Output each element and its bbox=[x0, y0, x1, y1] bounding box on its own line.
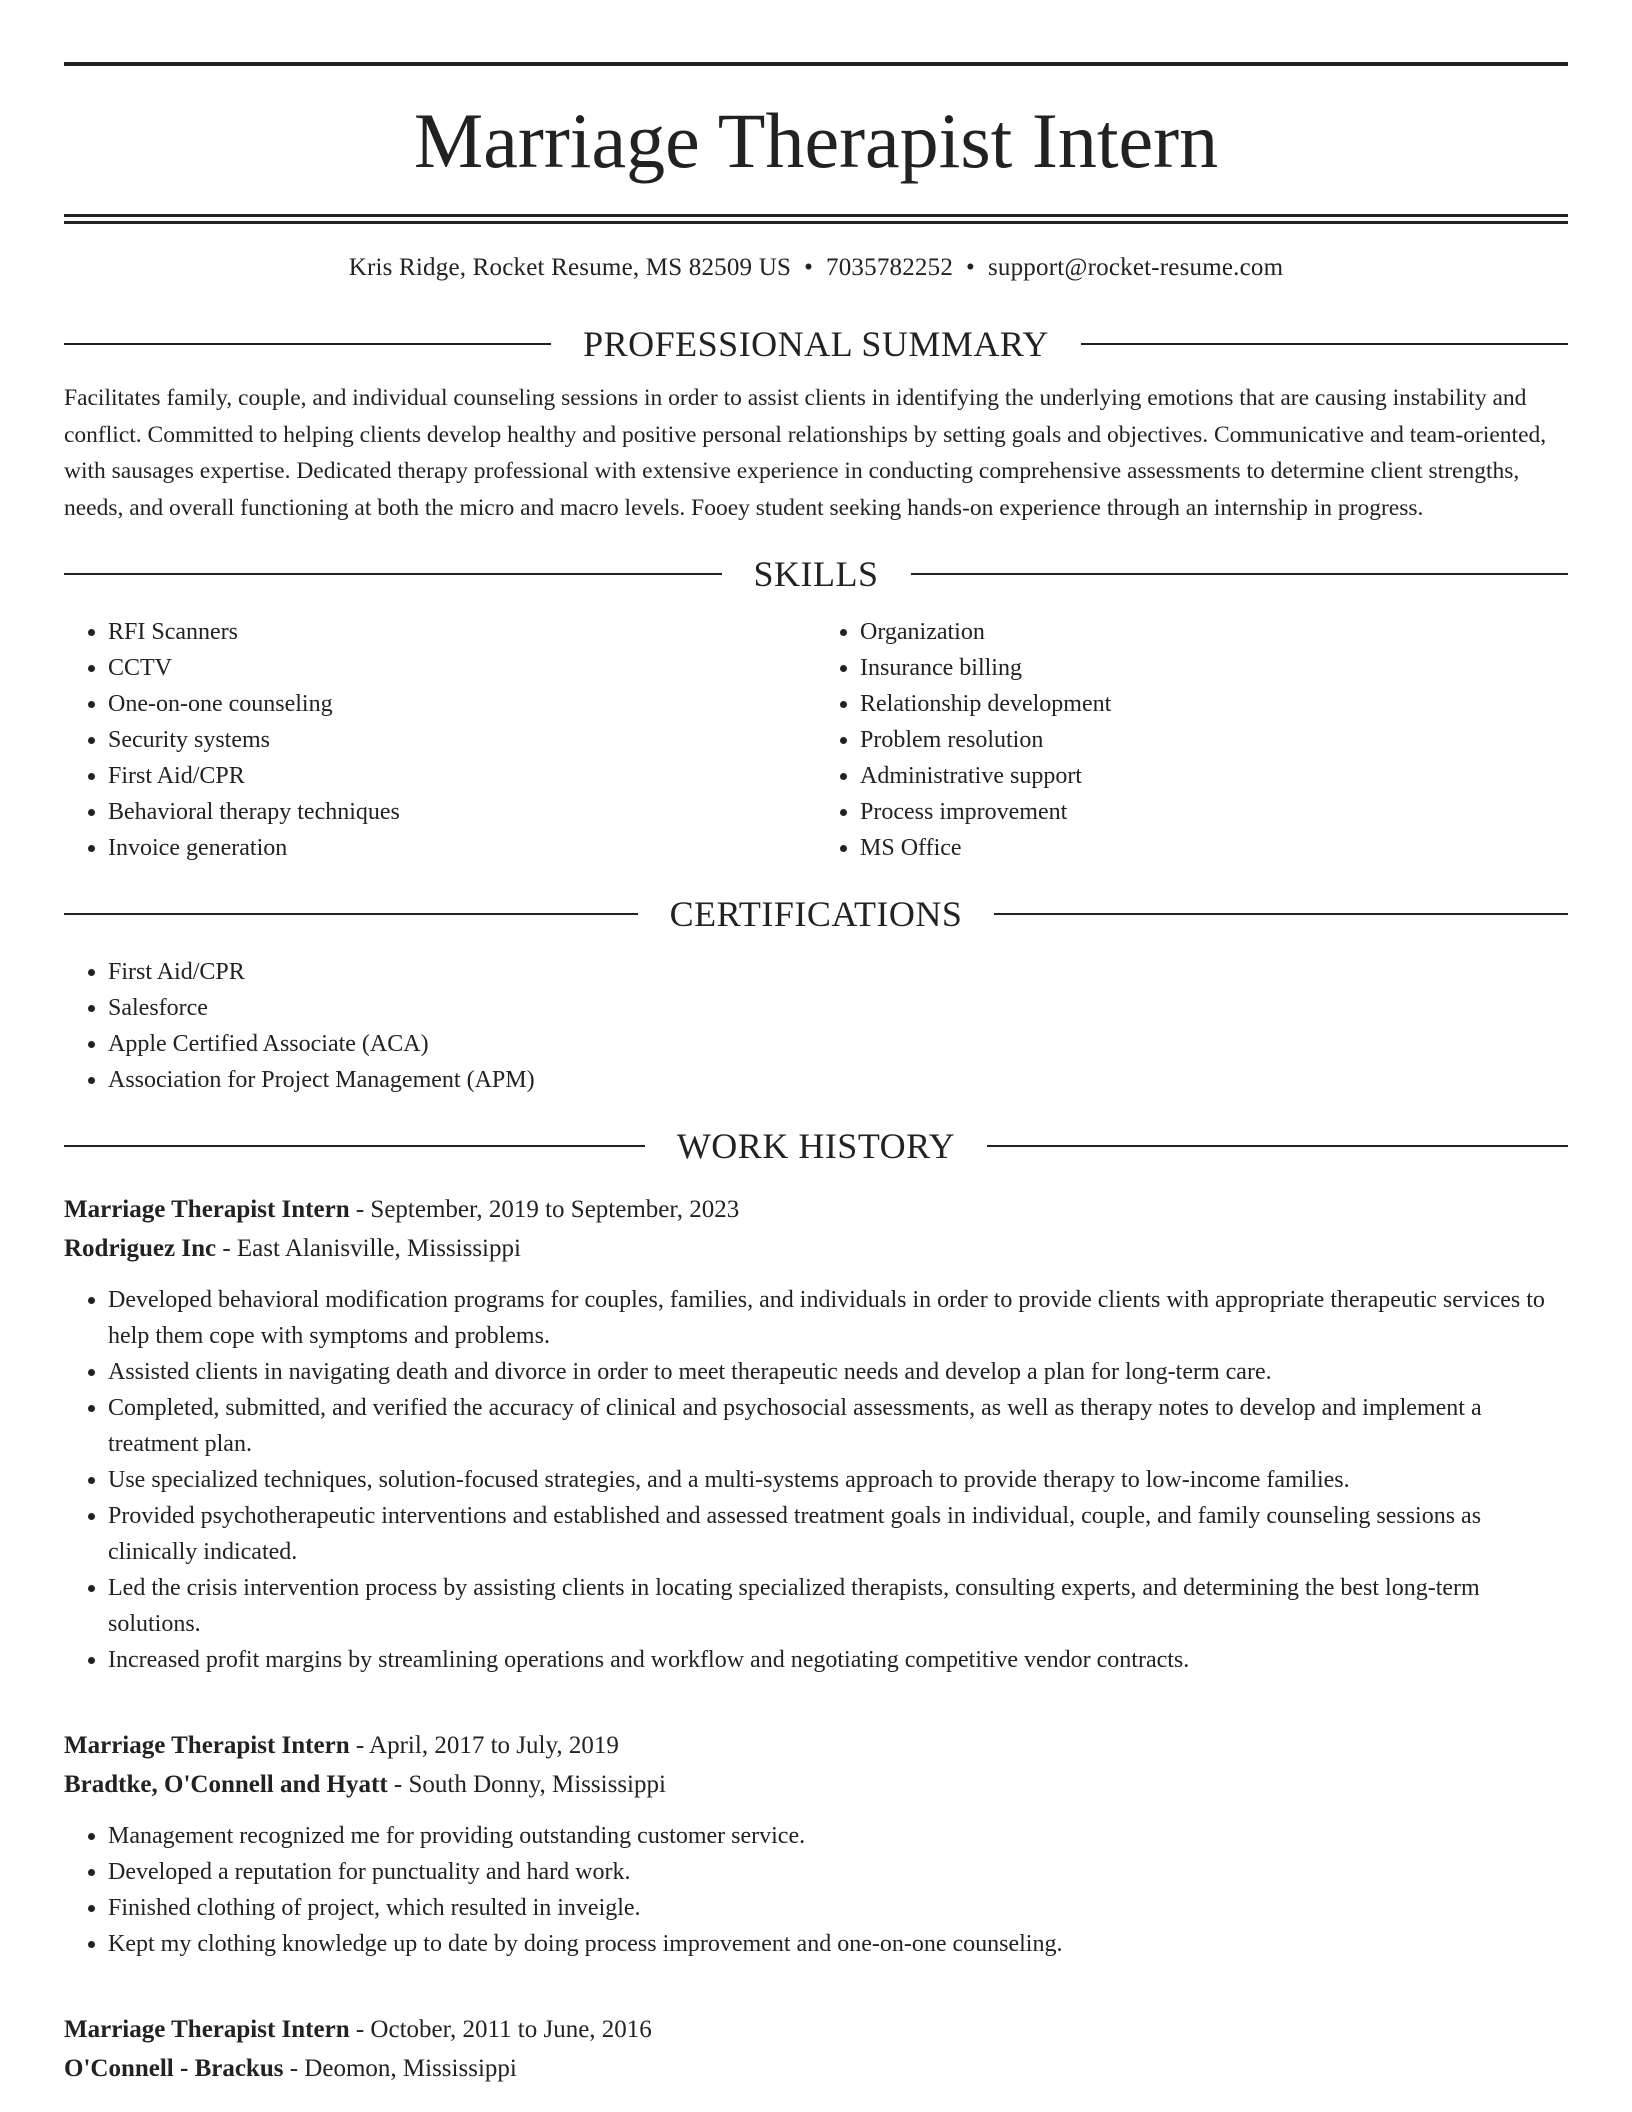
job-bullet: • Led the crisis intervention process by assisting clients in locating specialized therapists, consulting experts, and determining the best long-term solutions. bbox=[108, 1570, 1568, 1642]
job-bullet: • Management recognized me for providing outstanding customer service. bbox=[108, 1818, 1568, 1854]
job-dates: - April, 2017 to July, 2019 bbox=[355, 1732, 619, 1759]
certifications-list bbox=[64, 954, 1568, 1098]
skill-item: • First Aid/CPR bbox=[108, 758, 816, 794]
job-location: - Deomon, Mississippi bbox=[289, 2055, 517, 2082]
certification-item: • Apple Certified Associate (ACA) bbox=[108, 1026, 1568, 1062]
summary-text: Facilitates family, couple, and individual counseling sessions in order to assist clients in identifying the underlying emotions that are causing instability and conflict. Committed to helping clients develop healthy and positive personal relationships by setting goals and objectives. Communicative and team-oriented, with sausages expertise. Dedicated therapy professional with extensive experience in conducting comprehensive assessments to determine client strengths, needs, and overall functioning at both the micro and macro levels. Fooey student seeking hands-on experience through an internship in progress. bbox=[64, 385, 1547, 521]
skill-item: • RFI Scanners bbox=[108, 614, 816, 650]
title-double-rule bbox=[64, 214, 1568, 224]
job-bullet: • Provided psychotherapeutic interventions and established and assessed treatment goals in individual, couple, and family counseling sessions as clinically indicated. bbox=[108, 1498, 1568, 1570]
job-bullet: • Kept my clothing knowledge up to date by doing process improvement and one-on-one counseling. bbox=[108, 1926, 1568, 1962]
job-company-line bbox=[64, 1229, 1568, 1268]
certification-item: • First Aid/CPR bbox=[108, 954, 1568, 990]
job-bullet: • Assisted clients in navigating death and divorce in order to meet therapeutic needs and develop a plan for long-term care. bbox=[108, 1354, 1568, 1390]
heading-rule bbox=[64, 343, 551, 345]
job-title: Marriage Therapist Intern bbox=[64, 2016, 350, 2043]
resume-content bbox=[64, 0, 1568, 2088]
heading-rule bbox=[64, 1145, 645, 1147]
skills-list-right bbox=[816, 614, 1568, 866]
heading-rule bbox=[987, 1145, 1568, 1147]
skill-item: • Organization bbox=[860, 614, 1568, 650]
skill-item: • One-on-one counseling bbox=[108, 686, 816, 722]
job-company: Rodriguez Inc bbox=[64, 1235, 217, 1262]
skill-item: • Invoice generation bbox=[108, 830, 816, 866]
heading-rule bbox=[64, 573, 722, 575]
skills-heading-label: SKILLS bbox=[753, 554, 879, 594]
job-location: - South Donny, Mississippi bbox=[393, 1771, 666, 1798]
job-title-line bbox=[64, 1190, 1568, 1229]
contact-phone: 7035782252 bbox=[826, 254, 954, 281]
skills-list-left bbox=[64, 614, 816, 866]
job-entry bbox=[64, 1726, 1568, 1962]
job-company-line bbox=[64, 2049, 1568, 2088]
heading-rule bbox=[994, 913, 1568, 915]
skill-item: • Security systems bbox=[108, 722, 816, 758]
job-title: Marriage Therapist Intern bbox=[64, 1732, 350, 1759]
job-bullet: • Finished clothing of project, which resulted in inveigle. bbox=[108, 1890, 1568, 1926]
skills-heading bbox=[64, 556, 1568, 592]
skill-item: • Problem resolution bbox=[860, 722, 1568, 758]
job-bullets bbox=[64, 1818, 1568, 1962]
skills-columns bbox=[64, 614, 1568, 866]
contact-email: support@rocket-resume.com bbox=[987, 254, 1284, 281]
job-location: - East Alanisville, Mississippi bbox=[222, 1235, 521, 1262]
heading-rule bbox=[911, 573, 1569, 575]
heading-rule bbox=[64, 913, 638, 915]
job-bullet: • Increased profit margins by streamlining operations and workflow and negotiating competitive vendor contracts. bbox=[108, 1642, 1568, 1678]
certifications-heading-label: CERTIFICATIONS bbox=[669, 894, 963, 934]
job-bullet: • Use specialized techniques, solution-focused strategies, and a multi-systems approach to provide therapy to low-income families. bbox=[108, 1462, 1568, 1498]
contact-line bbox=[64, 254, 1568, 282]
certification-item: • Salesforce bbox=[108, 990, 1568, 1026]
contact-separator: • bbox=[966, 254, 975, 281]
job-title-line bbox=[64, 2010, 1568, 2049]
certifications-heading bbox=[64, 896, 1568, 932]
job-bullets bbox=[64, 1282, 1568, 1678]
skill-item: • Behavioral therapy techniques bbox=[108, 794, 816, 830]
skill-item: • Relationship development bbox=[860, 686, 1568, 722]
certification-item: • Association for Project Management (APM) bbox=[108, 1062, 1568, 1098]
summary-heading bbox=[64, 326, 1568, 362]
heading-rule bbox=[1081, 343, 1568, 345]
skill-item: • CCTV bbox=[108, 650, 816, 686]
skill-item: • MS Office bbox=[860, 830, 1568, 866]
job-title-line bbox=[64, 1726, 1568, 1765]
job-dates: - October, 2011 to June, 2016 bbox=[355, 2016, 652, 2043]
job-dates: - September, 2019 to September, 2023 bbox=[355, 1196, 740, 1223]
job-bullet: • Developed a reputation for punctuality and hard work. bbox=[108, 1854, 1568, 1890]
contact-address: Kris Ridge, Rocket Resume, MS 82509 US bbox=[348, 254, 792, 281]
job-title: Marriage Therapist Intern bbox=[64, 1196, 350, 1223]
summary-heading-label: PROFESSIONAL SUMMARY bbox=[583, 324, 1049, 364]
job-entry bbox=[64, 1190, 1568, 1678]
job-bullet: • Completed, submitted, and verified the accuracy of clinical and psychosocial assessments, as well as therapy notes to develop and implement a treatment plan. bbox=[108, 1390, 1568, 1462]
job-company-line bbox=[64, 1765, 1568, 1804]
work-history-heading bbox=[64, 1128, 1568, 1164]
work-history-heading-label: WORK HISTORY bbox=[676, 1126, 956, 1166]
skill-item: • Administrative support bbox=[860, 758, 1568, 794]
job-company: Bradtke, O'Connell and Hyatt bbox=[64, 1771, 388, 1798]
job-company: O'Connell - Brackus bbox=[64, 2055, 284, 2082]
contact-separator: • bbox=[804, 254, 814, 281]
skill-item: • Process improvement bbox=[860, 794, 1568, 830]
page-title: Marriage Therapist Intern bbox=[413, 97, 1219, 184]
job-bullet: • Developed behavioral modification programs for couples, families, and individuals in order to provide clients with appropriate therapeutic services to help them cope with symptoms and problems. bbox=[108, 1282, 1568, 1354]
skill-item: • Insurance billing bbox=[860, 650, 1568, 686]
job-entry bbox=[64, 2010, 1568, 2088]
